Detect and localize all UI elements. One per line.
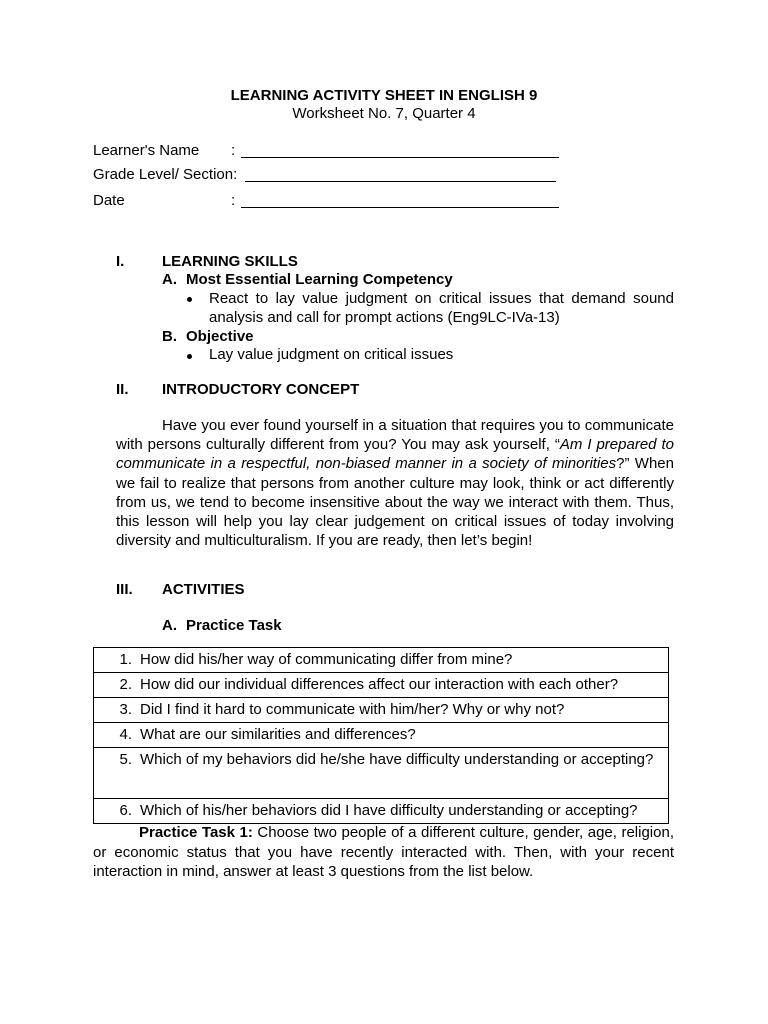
intro-paragraph [116,416,674,550]
question-number: 5. [119,751,132,768]
learner-name-line[interactable] [241,157,559,158]
questions-table [93,647,669,824]
learner-name-label: Learner's Name [93,142,200,159]
section-1-number: I. [116,253,125,270]
question-text: How did his/her way of communicating differ from mine? [140,651,513,668]
practice-task-1-label: Practice Task 1: [139,824,253,841]
subsection-b-label: B. [162,328,177,345]
table-row [94,673,669,698]
practice-task-title: Practice Task [186,617,282,634]
question-number: 2. [119,676,132,693]
table-row [94,648,669,673]
intro-text-italic: Am I prepared to communicate in a respectful, non-biased manner in a society of minorities [116,436,674,473]
question-number: 6. [119,802,132,819]
section-3-number: III. [116,581,133,598]
question-text: Did I find it hard to communicate with him/her? Why or why not? [140,701,565,718]
section-2-title: INTRODUCTORY CONCEPT [162,381,360,398]
section-1-title: LEARNING SKILLS [162,253,298,270]
table-row [94,723,669,748]
page-title: LEARNING ACTIVITY SHEET IN ENGLISH 9 [230,87,538,104]
date-label: Date [93,192,125,209]
subsection-b-title: Objective [186,328,254,345]
learner-name-colon: : [231,142,236,159]
section-2-number: II. [116,381,129,398]
table-row [94,748,669,799]
question-text: Which of my behaviors did he/she have difficulty understanding or accepting? [140,751,654,768]
intro-text-end: ?” When we fail to realize that persons from another culture may look, think or act differently from us, we tend to become insensitive about the way we interact with them. Thus, this lesson will help you lay clear judgement on critical issues of today involving diversity and multiculturalism. If you are ready, then let’s begin! [116,455,674,550]
grade-section-line[interactable] [245,181,556,182]
practice-task-1-text: Choose two people of a different culture, gender, age, religion, or economic status that you have recently interacted with. Then, with your recent interaction in mind, answer at least 3 questions from the list below. [93,824,674,880]
practice-task-label: A. [162,617,177,634]
question-number: 1. [119,651,132,668]
question-text: Which of his/her behaviors did I have difficulty understanding or accepting? [140,802,638,819]
page-subtitle: Worksheet No. 7, Quarter 4 [292,105,476,122]
intro-text-start: Have you ever found yourself in a situation that requires you to communicate with persons culturally different from you? You may ask yourself, “ [116,417,674,454]
question-text: What are our similarities and differences? [140,726,416,743]
bullet-icon [187,297,192,302]
grade-section-label: Grade Level/ Section: [93,166,238,183]
question-number: 4. [119,726,132,743]
date-line[interactable] [241,207,559,208]
subsection-a-title: Most Essential Learning Competency [186,271,453,288]
competency-bullet-text: React to lay value judgment on critical issues that demand sound analysis and call for prompt actions (Eng9LC-IVa-13) [209,290,674,327]
objective-bullet-text: Lay value judgment on critical issues [209,346,454,363]
question-text: How did our individual differences affect our interaction with each other? [140,676,619,693]
table-row [94,698,669,723]
section-3-title: ACTIVITIES [162,581,245,598]
question-number: 3. [119,701,132,718]
subsection-a-label: A. [162,271,177,288]
table-row [94,799,669,824]
bullet-icon [187,354,192,359]
practice-task-paragraph [93,823,674,882]
date-colon: : [231,192,236,209]
